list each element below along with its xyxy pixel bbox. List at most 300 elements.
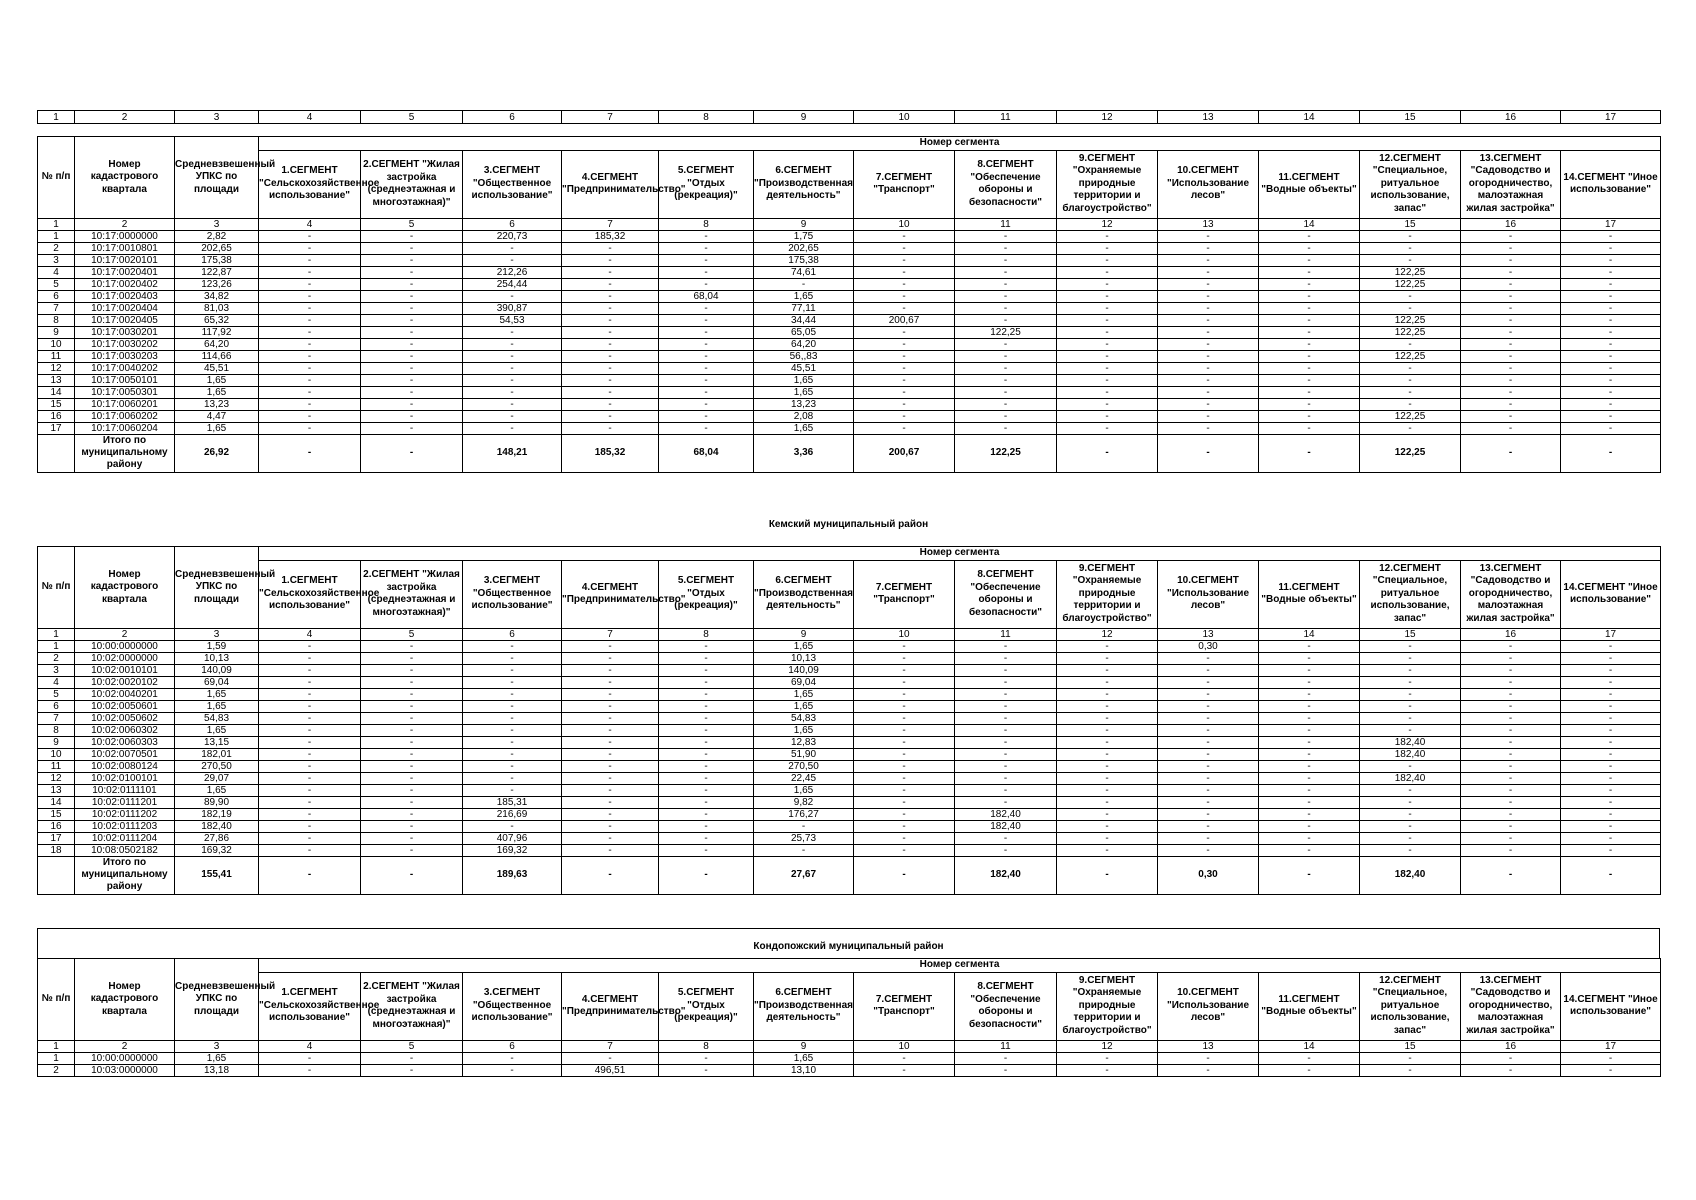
table-cell: -	[1057, 386, 1158, 398]
table-cell: 1,65	[175, 422, 259, 434]
table-cell: 64,20	[175, 338, 259, 350]
table-cell: -	[1561, 374, 1661, 386]
table-cell: -	[1057, 772, 1158, 784]
table-cell: -	[259, 314, 361, 326]
table-row	[38, 688, 1661, 700]
table-cell: 56,,83	[754, 350, 854, 362]
column-number-cell: 2	[75, 218, 175, 230]
total-cell: -	[1259, 856, 1360, 894]
table-cell: -	[463, 712, 562, 724]
table-cell: -	[1561, 230, 1661, 242]
header-segment-8: 8.СЕГМЕНТ "Обеспечение обороны и безопасности"	[955, 560, 1057, 628]
table-cell: -	[562, 242, 659, 254]
table-cell: -	[1461, 386, 1561, 398]
table-cell: -	[1158, 302, 1259, 314]
table-cell: -	[1259, 820, 1360, 832]
table-cell: -	[259, 254, 361, 266]
table-cell: -	[754, 820, 854, 832]
table-cell: 77,11	[754, 302, 854, 314]
column-number-cell: 17	[1561, 218, 1661, 230]
column-number-cell: 6	[463, 111, 562, 124]
table-cell: -	[1158, 362, 1259, 374]
table-cell: -	[1259, 700, 1360, 712]
table-cell: -	[361, 302, 463, 314]
table-cell: -	[463, 410, 562, 422]
table-cell: -	[463, 676, 562, 688]
table-row	[38, 700, 1661, 712]
table-cell: -	[1057, 338, 1158, 350]
table-cell: -	[1360, 290, 1461, 302]
total-cell	[38, 856, 75, 894]
table-cell: -	[361, 724, 463, 736]
table-cell: 122,25	[955, 326, 1057, 338]
table-cell: -	[361, 664, 463, 676]
table-cell: -	[754, 278, 854, 290]
table-cell: -	[1158, 724, 1259, 736]
table-cell: -	[1259, 844, 1360, 856]
column-number-cell: 2	[75, 1040, 175, 1052]
table-cell: -	[955, 676, 1057, 688]
table-cell: 1	[38, 640, 75, 652]
table-cell: -	[1461, 760, 1561, 772]
table-cell: 89,90	[175, 796, 259, 808]
table-cell: -	[1461, 350, 1561, 362]
table-cell: -	[1259, 784, 1360, 796]
table-cell: 15	[38, 398, 75, 410]
table-cell: -	[1561, 664, 1661, 676]
table-cell: -	[1057, 422, 1158, 434]
table-cell: -	[659, 1064, 754, 1076]
column-number-cell: 1	[38, 628, 75, 640]
table-cell: 1,59	[175, 640, 259, 652]
table-row	[38, 808, 1661, 820]
header-segment-8: 8.СЕГМЕНТ "Обеспечение обороны и безопасности"	[955, 972, 1057, 1040]
column-number-cell: 8	[659, 218, 754, 230]
table-cell: -	[562, 326, 659, 338]
table-cell: -	[659, 386, 754, 398]
table-cell: 13,10	[754, 1064, 854, 1076]
table-cell: -	[463, 290, 562, 302]
table-cell: -	[1360, 254, 1461, 266]
total-cell: 0,30	[1158, 856, 1259, 894]
table-row	[38, 314, 1661, 326]
table-cell: 5	[38, 688, 75, 700]
table-cell: 122,25	[1360, 266, 1461, 278]
table-cell: 1,65	[175, 386, 259, 398]
column-number-cell: 6	[463, 218, 562, 230]
column-number-cell: 12	[1057, 628, 1158, 640]
table-cell: -	[1057, 1064, 1158, 1076]
table-cell: 1,65	[175, 724, 259, 736]
table-cell: -	[1158, 254, 1259, 266]
table-cell: -	[1360, 760, 1461, 772]
table-cell: 117,92	[175, 326, 259, 338]
table-cell: 45,51	[175, 362, 259, 374]
total-cell: 185,32	[562, 434, 659, 472]
table-cell: 10:17:0020401	[75, 266, 175, 278]
header-segment-9: 9.СЕГМЕНТ "Охраняемые природные территории и благоустройство"	[1057, 972, 1158, 1040]
table-cell: 202,65	[175, 242, 259, 254]
column-number-cell: 12	[1057, 218, 1158, 230]
table-cell: 13,15	[175, 736, 259, 748]
table-cell: -	[1259, 386, 1360, 398]
header-cadastral-number: Номер кадастрового квартала	[75, 959, 175, 1041]
table-cell: -	[1461, 278, 1561, 290]
table-cell: -	[1158, 1052, 1259, 1064]
table-cell: -	[854, 736, 955, 748]
table-row	[38, 724, 1661, 736]
table-cell: 1	[38, 1052, 75, 1064]
header-segment-14: 14.СЕГМЕНТ "Иное использование"	[1561, 560, 1661, 628]
table-cell: -	[463, 784, 562, 796]
table-cell: -	[1158, 338, 1259, 350]
table-row	[38, 820, 1661, 832]
table-cell: 1,65	[754, 290, 854, 302]
table-cell: -	[361, 314, 463, 326]
column-number-cell: 6	[463, 628, 562, 640]
table-cell: -	[955, 362, 1057, 374]
total-cell: -	[1259, 434, 1360, 472]
table-cell: -	[1561, 748, 1661, 760]
table-cell: 3	[38, 664, 75, 676]
total-cell: -	[659, 856, 754, 894]
table-cell: -	[1158, 664, 1259, 676]
table-cell: -	[1057, 362, 1158, 374]
table-cell: -	[1259, 266, 1360, 278]
header-segment-3: 3.СЕГМЕНТ "Общественное использование"	[463, 150, 562, 218]
table-cell: -	[854, 374, 955, 386]
table-cell: -	[659, 242, 754, 254]
header-segment-6: 6.СЕГМЕНТ "Производственная деятельность"	[754, 560, 854, 628]
table-cell: -	[1561, 796, 1661, 808]
table-cell: 6	[38, 290, 75, 302]
table-cell: -	[361, 1064, 463, 1076]
table-cell: -	[854, 254, 955, 266]
table-cell: -	[1561, 362, 1661, 374]
table-cell: -	[854, 772, 955, 784]
table-cell: -	[259, 242, 361, 254]
table-cell: -	[259, 712, 361, 724]
table-cell: -	[1158, 386, 1259, 398]
table-cell: 10:02:0080124	[75, 760, 175, 772]
table-cell: -	[659, 338, 754, 350]
column-number-cell: 15	[1360, 628, 1461, 640]
table-cell: 65,05	[754, 326, 854, 338]
table-cell: 14	[38, 386, 75, 398]
table-cell: -	[463, 688, 562, 700]
column-number-cell: 14	[1259, 111, 1360, 124]
table-cell: -	[955, 338, 1057, 350]
table-row	[38, 302, 1661, 314]
table-row	[38, 290, 1661, 302]
total-cell: -	[1057, 856, 1158, 894]
table-cell: -	[1561, 326, 1661, 338]
header-segment-11: 11.СЕГМЕНТ "Водные объекты"	[1259, 972, 1360, 1040]
table-cell: -	[361, 350, 463, 362]
header-average-upks: Средневзвешенный УПКС по площади	[175, 137, 259, 219]
table-cell: 1,65	[754, 688, 854, 700]
table-cell: -	[463, 772, 562, 784]
cadastral-table-3	[37, 958, 1661, 1077]
column-number-cell: 3	[175, 218, 259, 230]
table-cell: 1,65	[175, 784, 259, 796]
table-cell: 182,40	[955, 808, 1057, 820]
table-cell: -	[1259, 676, 1360, 688]
table-row	[38, 760, 1661, 772]
header-segment-10: 10.СЕГМЕНТ "Использование лесов"	[1158, 972, 1259, 1040]
table-cell: -	[1461, 640, 1561, 652]
table-cell: 10:02:0050602	[75, 712, 175, 724]
table-cell: -	[1057, 278, 1158, 290]
table-row	[38, 278, 1661, 290]
total-cell: -	[1461, 856, 1561, 894]
total-cell: -	[1561, 434, 1661, 472]
column-number-row	[38, 1040, 1661, 1052]
table-cell: -	[259, 676, 361, 688]
table-cell: 122,25	[1360, 410, 1461, 422]
table-cell: -	[955, 254, 1057, 266]
total-cell: 155,41	[175, 856, 259, 894]
table-cell: -	[1158, 688, 1259, 700]
table-cell: -	[1461, 254, 1561, 266]
table-cell: -	[1259, 664, 1360, 676]
header-segment-1: 1.СЕГМЕНТ "Сельскохозяйственное использование"	[259, 972, 361, 1040]
table-cell: -	[659, 748, 754, 760]
table-cell: -	[463, 242, 562, 254]
table-cell: -	[463, 640, 562, 652]
table-cell: 0,30	[1158, 640, 1259, 652]
table-cell: -	[1561, 266, 1661, 278]
table-cell: -	[562, 302, 659, 314]
table-cell: -	[955, 712, 1057, 724]
table-cell: -	[1360, 676, 1461, 688]
table-cell: -	[1561, 784, 1661, 796]
table-cell: -	[463, 652, 562, 664]
table-cell: -	[955, 374, 1057, 386]
table-cell: 15	[38, 808, 75, 820]
table-cell: -	[854, 242, 955, 254]
table-cell: -	[1158, 290, 1259, 302]
table-cell: -	[1461, 652, 1561, 664]
table-cell: -	[1561, 772, 1661, 784]
table-cell: -	[1259, 326, 1360, 338]
column-number-cell: 8	[659, 111, 754, 124]
table-cell: -	[1561, 242, 1661, 254]
table-cell: -	[659, 410, 754, 422]
table-cell: -	[259, 784, 361, 796]
table-cell: -	[562, 290, 659, 302]
table-cell: -	[1057, 796, 1158, 808]
table-row	[38, 374, 1661, 386]
header-segment-3: 3.СЕГМЕНТ "Общественное использование"	[463, 560, 562, 628]
table-cell: -	[1461, 374, 1561, 386]
table-cell: -	[1057, 760, 1158, 772]
table-cell: -	[1461, 772, 1561, 784]
table-cell: -	[1057, 784, 1158, 796]
table-cell: 185,32	[562, 230, 659, 242]
header-segment-12: 12.СЕГМЕНТ "Специальное, ритуальное использование, запас"	[1360, 150, 1461, 218]
table-cell: 407,96	[463, 832, 562, 844]
table-cell: -	[361, 290, 463, 302]
header-segment-11: 11.СЕГМЕНТ "Водные объекты"	[1259, 560, 1360, 628]
table-cell: -	[1158, 314, 1259, 326]
table-cell: -	[659, 832, 754, 844]
header-average-upks: Средневзвешенный УПКС по площади	[175, 547, 259, 629]
table-cell: -	[1259, 748, 1360, 760]
column-number-cell: 11	[955, 218, 1057, 230]
table-cell: -	[1158, 796, 1259, 808]
table-cell: -	[955, 278, 1057, 290]
total-cell: -	[1158, 434, 1259, 472]
column-number-cell: 3	[175, 628, 259, 640]
table-cell: -	[1057, 230, 1158, 242]
table-cell: 10:02:0020102	[75, 676, 175, 688]
table-cell: -	[1158, 326, 1259, 338]
table-cell: -	[1461, 736, 1561, 748]
column-number-cell: 15	[1360, 1040, 1461, 1052]
table-cell: -	[562, 410, 659, 422]
table-cell: -	[361, 230, 463, 242]
table-cell: -	[1461, 784, 1561, 796]
table-cell: -	[361, 772, 463, 784]
column-number-cell: 5	[361, 1040, 463, 1052]
table-cell: -	[562, 724, 659, 736]
table-cell: -	[562, 676, 659, 688]
table-cell: -	[562, 640, 659, 652]
table-cell: 11	[38, 350, 75, 362]
table-cell: -	[1461, 676, 1561, 688]
table-cell: -	[463, 386, 562, 398]
header-segment-9: 9.СЕГМЕНТ "Охраняемые природные территории и благоустройство"	[1057, 560, 1158, 628]
table-cell: -	[854, 386, 955, 398]
table-cell: 10:17:0050301	[75, 386, 175, 398]
header-segment-group: Номер сегмента	[259, 547, 1661, 561]
table-cell: 220,73	[463, 230, 562, 242]
column-number-cell: 1	[38, 218, 75, 230]
header-np: № п/п	[38, 547, 75, 629]
table-cell: -	[1259, 350, 1360, 362]
table-cell: -	[659, 278, 754, 290]
header-segment-14: 14.СЕГМЕНТ "Иное использование"	[1561, 972, 1661, 1040]
table-cell: -	[1259, 760, 1360, 772]
table-cell: 1,65	[754, 374, 854, 386]
table-cell: -	[259, 410, 361, 422]
total-row	[38, 434, 1661, 472]
table-cell: -	[562, 362, 659, 374]
table-row	[38, 748, 1661, 760]
table-cell: -	[259, 1052, 361, 1064]
total-cell: -	[361, 434, 463, 472]
table-cell: 10:02:0111204	[75, 832, 175, 844]
table-cell: -	[955, 688, 1057, 700]
table-cell: -	[361, 640, 463, 652]
table-cell: -	[1057, 676, 1158, 688]
table-cell: -	[259, 796, 361, 808]
table-cell: 1,65	[754, 724, 854, 736]
table-cell: 216,69	[463, 808, 562, 820]
column-number-row	[38, 111, 1661, 124]
segment-header-row	[38, 560, 1661, 628]
table-cell: -	[1461, 796, 1561, 808]
table-cell: -	[1259, 724, 1360, 736]
column-number-cell: 9	[754, 628, 854, 640]
table-cell: -	[1561, 314, 1661, 326]
table-cell: -	[1360, 844, 1461, 856]
table-cell: -	[1461, 1064, 1561, 1076]
column-number-cell: 5	[361, 111, 463, 124]
table-cell: -	[1158, 844, 1259, 856]
table-cell: -	[854, 712, 955, 724]
table-cell: 12,83	[754, 736, 854, 748]
table-cell: -	[562, 688, 659, 700]
table-row	[38, 242, 1661, 254]
column-number-cell: 13	[1158, 628, 1259, 640]
table-cell: -	[1561, 254, 1661, 266]
table-cell: 140,09	[175, 664, 259, 676]
table-cell: -	[361, 676, 463, 688]
table-cell: 254,44	[463, 278, 562, 290]
table-cell: -	[854, 230, 955, 242]
table-cell: -	[1259, 410, 1360, 422]
column-number-cell: 11	[955, 628, 1057, 640]
table-cell: -	[1561, 410, 1661, 422]
table-row	[38, 362, 1661, 374]
header-segment-group: Номер сегмента	[259, 959, 1661, 973]
table-cell: -	[1158, 350, 1259, 362]
column-number-cell: 11	[955, 1040, 1057, 1052]
table-cell: 9,82	[754, 796, 854, 808]
table-cell: -	[361, 688, 463, 700]
table-cell: 175,38	[175, 254, 259, 266]
table-cell: -	[562, 386, 659, 398]
column-number-cell: 10	[854, 111, 955, 124]
table-cell: -	[1360, 230, 1461, 242]
table-cell: -	[1360, 422, 1461, 434]
table-cell: -	[854, 278, 955, 290]
table-cell: -	[955, 748, 1057, 760]
header-segment-9: 9.СЕГМЕНТ "Охраняемые природные территории и благоустройство"	[1057, 150, 1158, 218]
column-number-strip	[37, 110, 1661, 124]
table-cell: 69,04	[754, 676, 854, 688]
table-cell: -	[1561, 640, 1661, 652]
table-cell: -	[361, 398, 463, 410]
column-number-cell: 7	[562, 1040, 659, 1052]
table-cell: -	[1057, 688, 1158, 700]
column-number-cell: 17	[1561, 628, 1661, 640]
table-cell: -	[1461, 844, 1561, 856]
total-cell: -	[1561, 856, 1661, 894]
table-cell: -	[1158, 820, 1259, 832]
table-cell: -	[361, 652, 463, 664]
table-cell: 27,86	[175, 832, 259, 844]
header-row	[38, 137, 1661, 151]
table-cell: -	[562, 266, 659, 278]
table-cell: -	[1158, 772, 1259, 784]
column-number-cell: 13	[1158, 1040, 1259, 1052]
table-cell: 8	[38, 314, 75, 326]
column-number-cell: 2	[75, 111, 175, 124]
cadastral-table-1	[37, 136, 1661, 473]
table-cell: 496,51	[562, 1064, 659, 1076]
table-cell: 13	[38, 784, 75, 796]
table-cell: 10:08:0502182	[75, 844, 175, 856]
table-cell: -	[1259, 688, 1360, 700]
table-cell: -	[562, 844, 659, 856]
table-cell: -	[1461, 410, 1561, 422]
table-cell: -	[955, 410, 1057, 422]
table-cell: -	[259, 640, 361, 652]
table-cell: 10:17:0030203	[75, 350, 175, 362]
